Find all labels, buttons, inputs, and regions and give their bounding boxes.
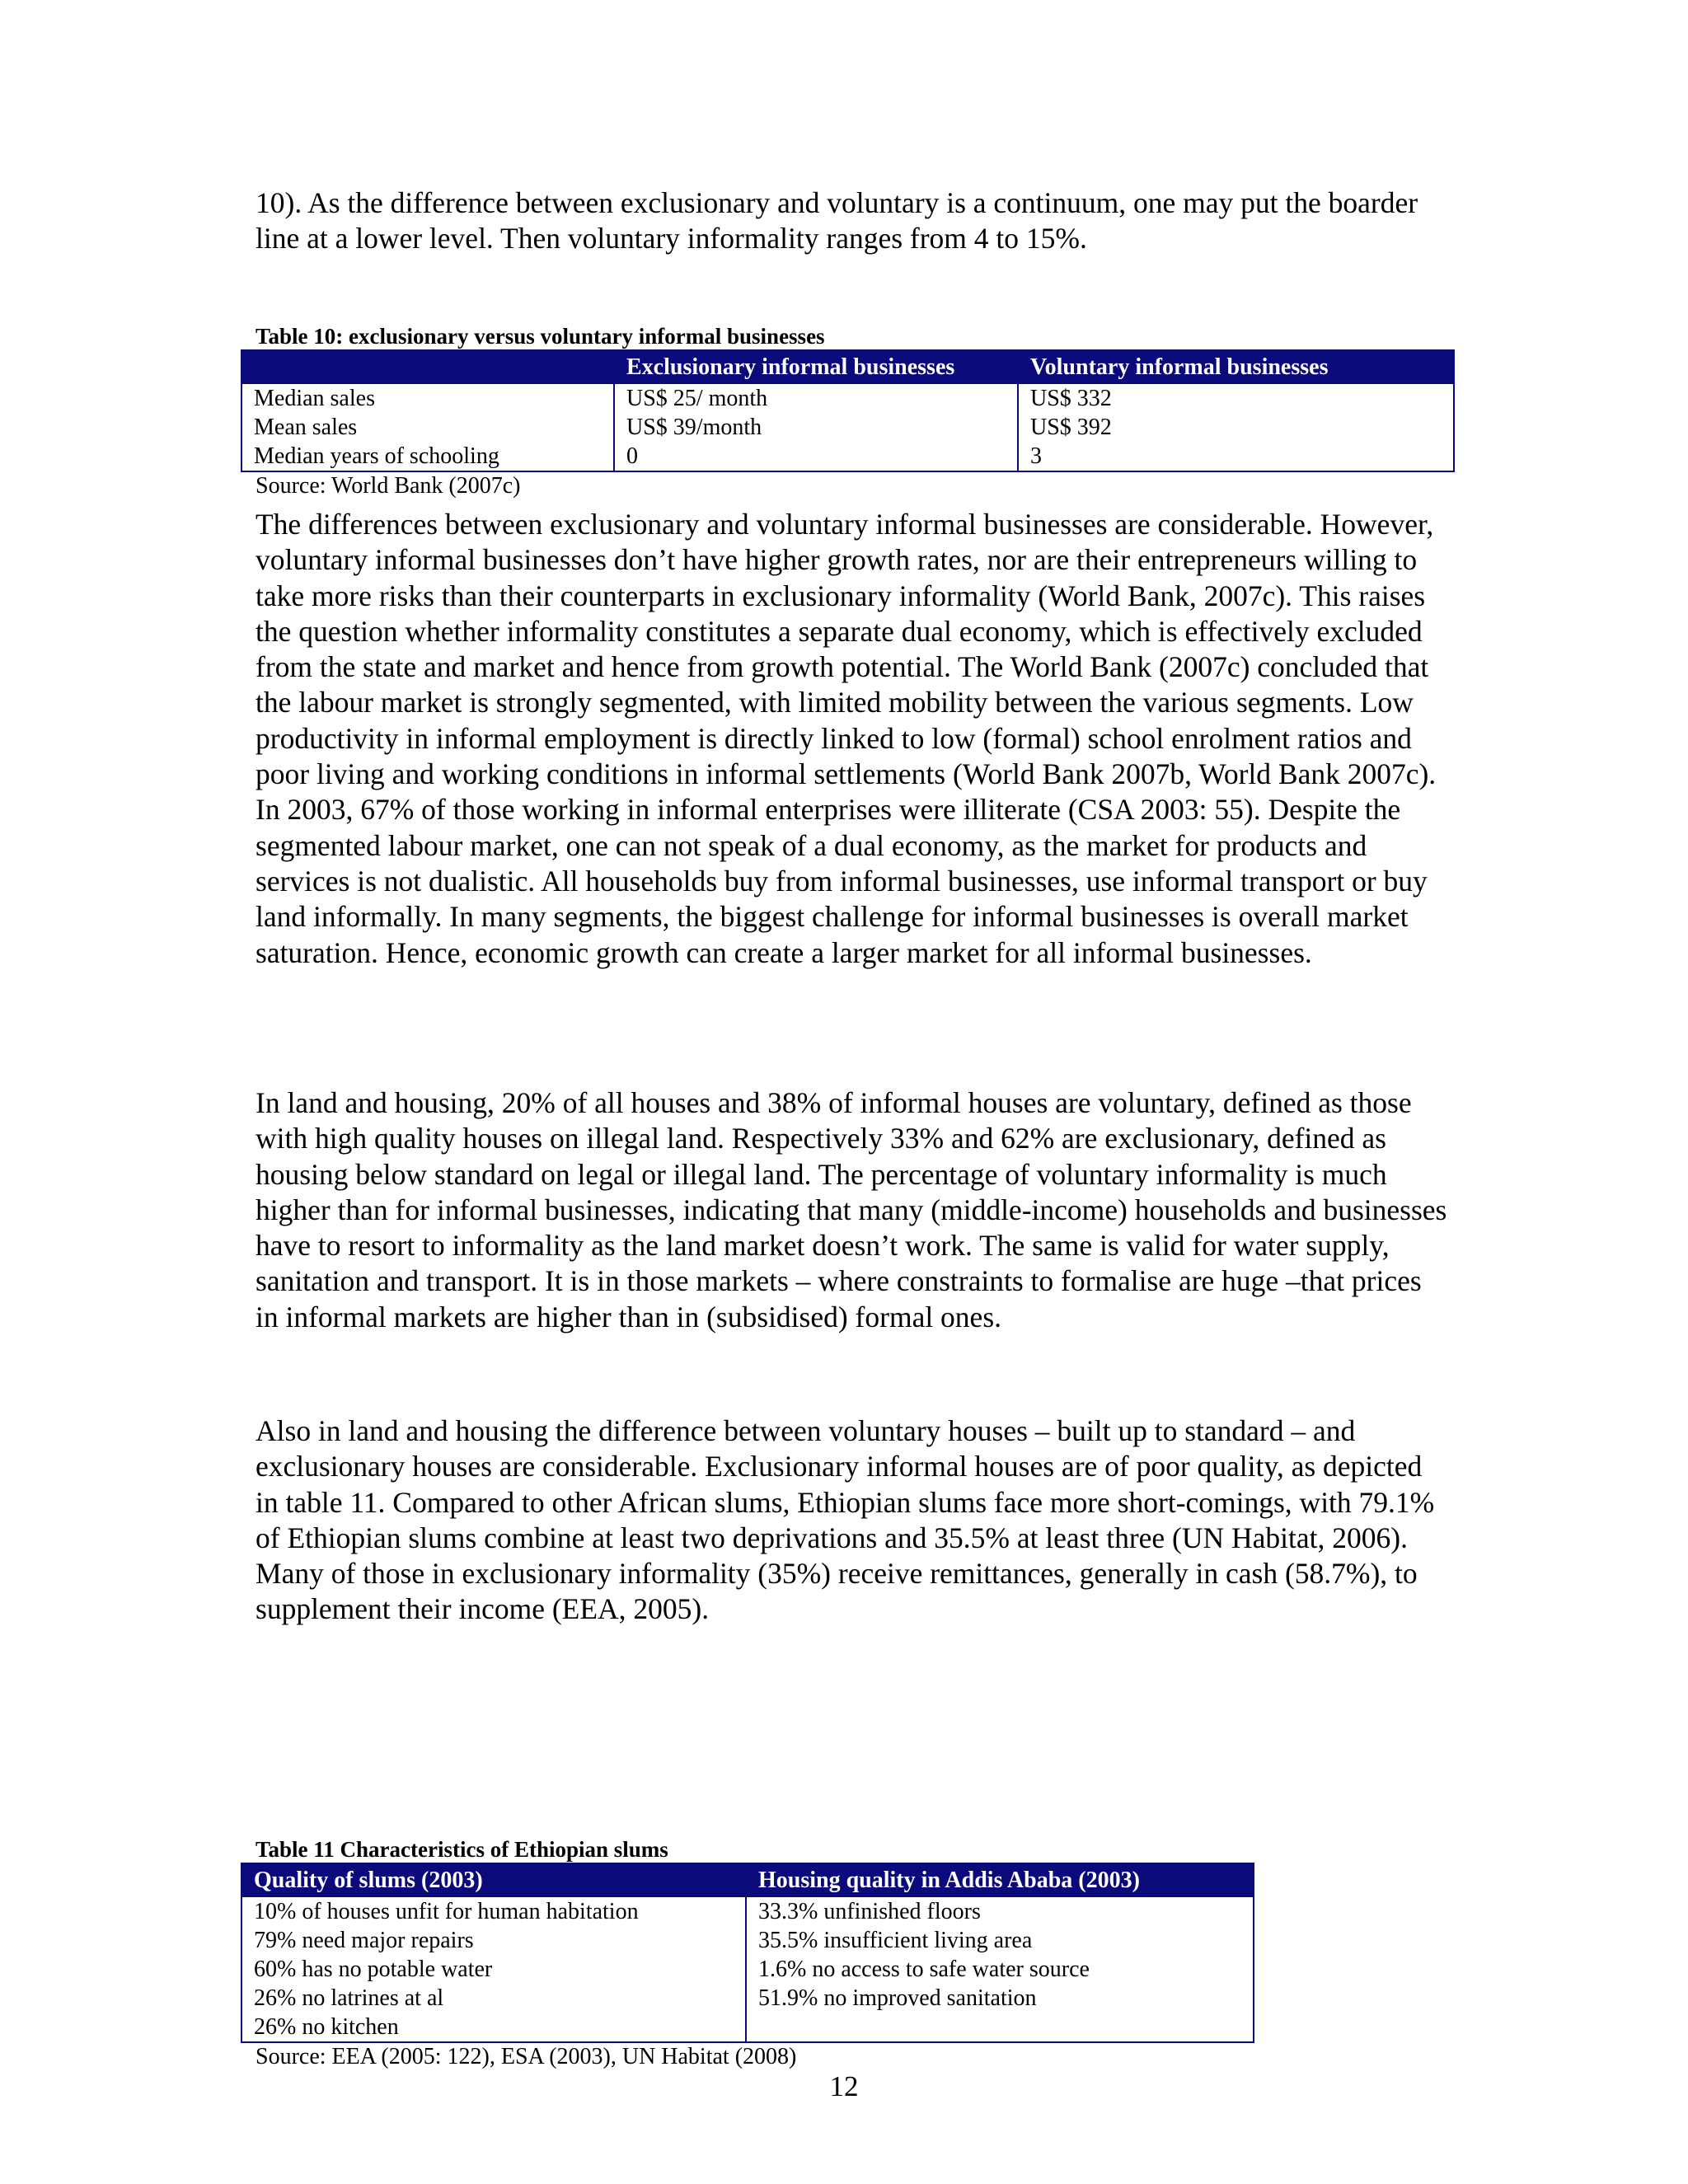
table-row [241,1896,1254,1926]
table-cell: Mean sales [241,413,614,442]
table-row [241,2013,1254,2042]
body-paragraph: In land and housing, 20% of all houses and 38% of informal houses are voluntary, defined as those with high quality houses on illegal land. Respectively 33% and 62% are exclusionary, defined as housing below standard on legal or illegal land. The percentage of voluntary informality is much higher than for informal businesses, indicating that many (middle-income) households and businesses have to resort to informality as the land market doesn’t work. The same is valid for water supply, sanitation and transport. It is in those markets – where constraints to formalise are huge –that prices in informal markets are higher than in (subsidised) formal ones. [256,1086,1447,1333]
table-cell: US$ 25/ month [614,383,1018,413]
table-11-block [241,1836,1253,2071]
table-10-header-row [241,350,1454,383]
table-row [241,1926,1254,1955]
table-cell: 51.9% no improved sanitation [746,1984,1254,2013]
body-paragraph: The differences between exclusionary and voluntary informal businesses are considerable. However, voluntary informal businesses don’t have higher growth rates, nor are their entrepreneurs willing to take more risks than their counterparts in exclusionary informality (World Bank, 2007c). This raises the question whether informality constitutes a separate dual economy, which is effectively excluded from the state and market and hence from growth potential. The World Bank (2007c) concluded that the labour market is strongly segmented, with limited mobility between the various segments. Low productivity in informal employment is directly linked to low (formal) school enrolment ratios and poor living and working conditions in informal settlements (World Bank 2007b, World Bank 2007c). In 2003, 67% of those working in informal enterprises were illiterate (CSA 2003: 55). Despite the segmented labour market, one can not speak of a dual economy, as the market for products and services is not dualistic. All households buy from informal businesses, use informal transport or buy land informally. In many segments, the biggest challenge for informal businesses is overall market saturation. Hence, economic growth can create a larger market for all informal businesses. [256,508,1437,969]
table-row [241,413,1454,442]
table-cell: Median years of schooling [241,442,614,471]
table-10 [241,349,1455,472]
table-11-caption: Table 11 Characteristics of Ethiopian slums [256,1837,668,1862]
table-cell: 60% has no potable water [241,1955,746,1984]
table-cell: 33.3% unfinished floors [746,1896,1254,1926]
table-cell [746,2013,1254,2042]
table-11-header-cell: Housing quality in Addis Ababa (2003) [746,1863,1254,1896]
table-row [241,1955,1254,1984]
table-cell: US$ 332 [1018,383,1454,413]
table-10-source: Source: World Bank (2007c) [256,473,521,499]
intro-paragraph: 10). As the difference between exclusionary and voluntary is a continuum, one may put the boarder line at a lower level. Then voluntary informality ranges from 4 to 15%. [256,186,1418,255]
table-11 [241,1863,1254,2043]
table-cell: US$ 39/month [614,413,1018,442]
table-cell: 26% no latrines at al [241,1984,746,2013]
table-cell: US$ 392 [1018,413,1454,442]
table-row [241,1984,1254,2013]
body-paragraph: Also in land and housing the difference between voluntary houses – built up to standard – and exclusionary houses are considerable. Exclusionary informal houses are of poor quality, as depicted in table 11. Compared to other African slums, Ethiopian slums face more short-comings, with 79.1% of Ethiopian slums combine at least two deprivations and 35.5% at least three (UN Habitat, 2006). Many of those in exclusionary informality (35%) receive remittances, generally in cash (58.7%), to supplement their income (EEA, 2005). [256,1414,1435,1626]
table-cell: 3 [1018,442,1454,471]
table-10-header-cell [241,350,614,383]
table-cell: 1.6% no access to safe water source [746,1955,1254,1984]
table-row [241,442,1454,471]
table-10-header-cell: Voluntary informal businesses [1018,350,1454,383]
table-11-source: Source: EEA (2005: 122), ESA (2003), UN Habitat (2008) [256,2044,797,2069]
page-number: 12 [829,2070,859,2102]
table-11-header-row [241,1863,1254,1896]
table-row [241,383,1454,413]
table-cell: 10% of houses unfit for human habitation [241,1896,746,1926]
table-cell: 0 [614,442,1018,471]
table-cell: Median sales [241,383,614,413]
table-cell: 26% no kitchen [241,2013,746,2042]
table-cell: 79% need major repairs [241,1926,746,1955]
table-10-block [241,323,1453,500]
table-10-caption: Table 10: exclusionary versus voluntary informal businesses [256,324,825,349]
table-11-header-cell: Quality of slums (2003) [241,1863,746,1896]
table-cell: 35.5% insufficient living area [746,1926,1254,1955]
table-10-header-cell: Exclusionary informal businesses [614,350,1018,383]
